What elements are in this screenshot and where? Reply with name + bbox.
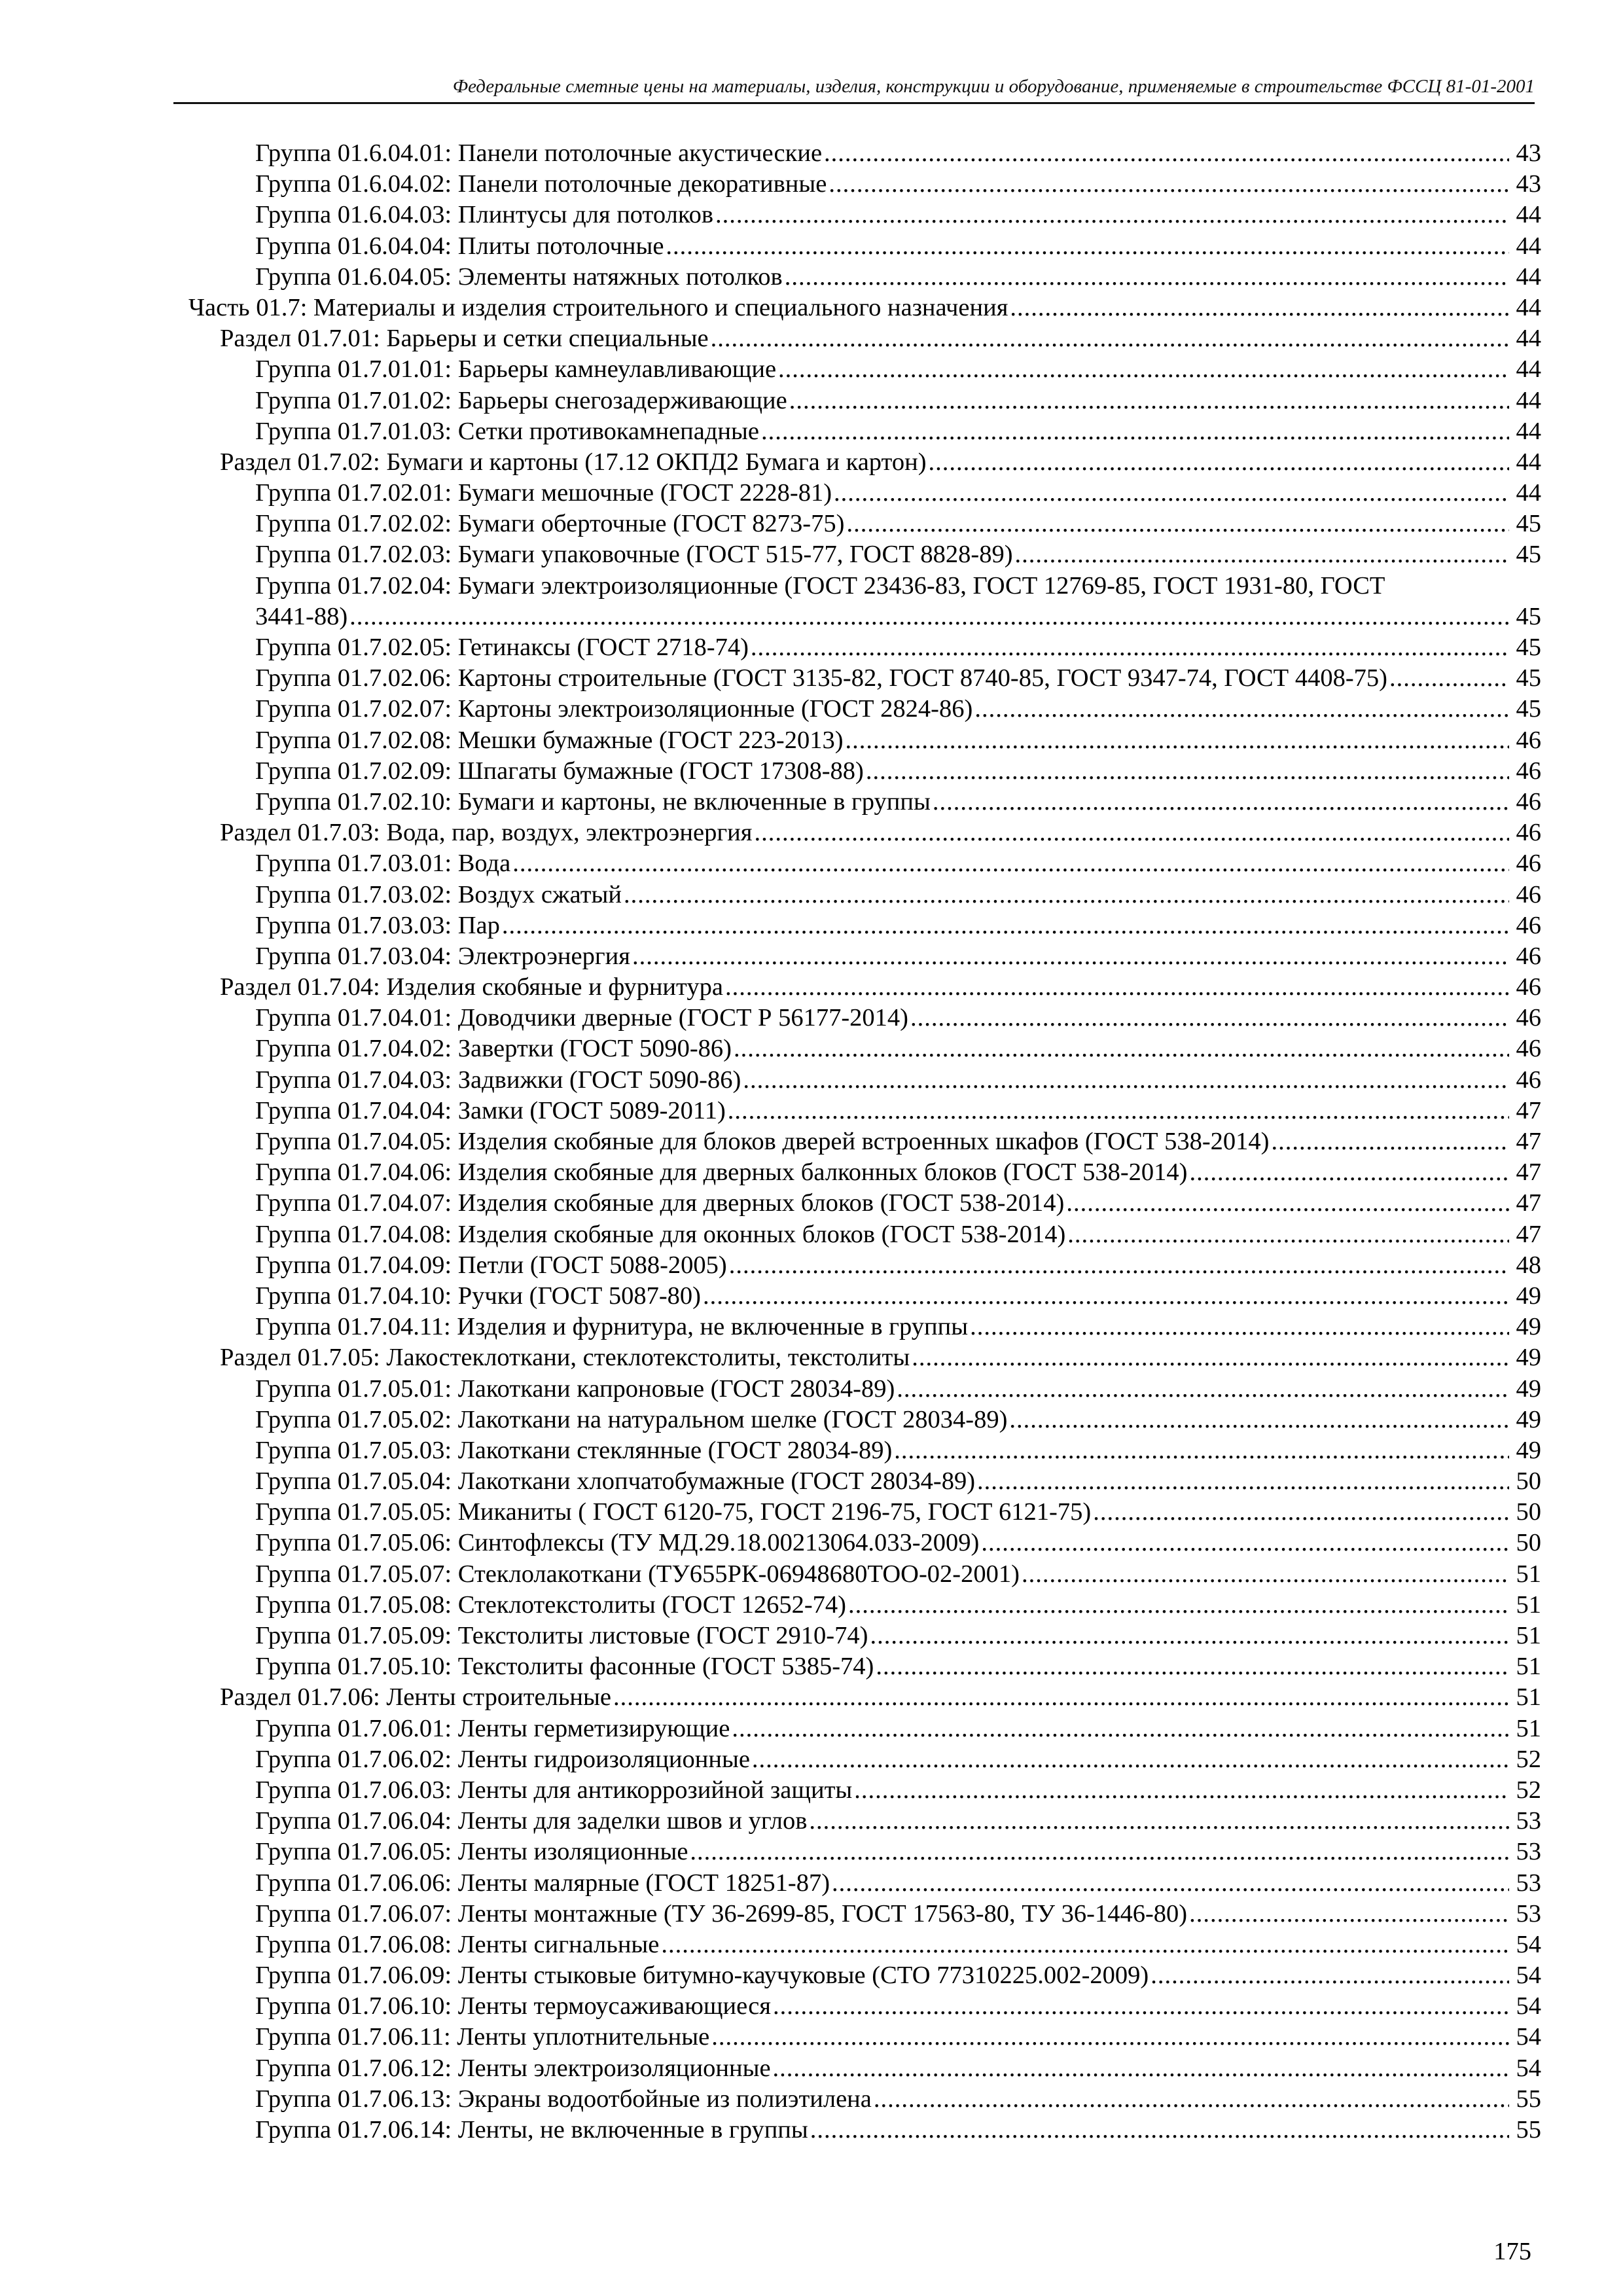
toc-entry-title: Группа 01.7.04.03: Задвижки (ГОСТ 5090-86)	[255, 1066, 741, 1094]
table-of-contents	[188, 138, 1541, 2145]
toc-entry-page: 46	[1516, 1004, 1541, 1032]
dot-leader	[1022, 1559, 1509, 1590]
toc-entry-title: Группа 01.7.01.02: Барьеры снегозадерживающие	[255, 386, 787, 414]
toc-entry	[188, 1374, 1541, 1405]
dot-leader	[834, 478, 1509, 509]
toc-entry	[188, 354, 1541, 385]
dot-leader	[929, 447, 1509, 478]
toc-entry-title: Группа 01.7.02.06: Картоны строительные (ГОСТ 3135-82, ГОСТ 8740-85, ГОСТ 9347-74, ГОСТ 4408-75)	[255, 664, 1387, 692]
toc-entry	[188, 2053, 1541, 2084]
toc-entry-title: Группа 01.6.04.04: Плиты потолочные	[255, 232, 664, 260]
toc-entry-title: Часть 01.7: Материалы и изделия строительного и специального назначения	[188, 293, 1008, 321]
toc-entry-title: Группа 01.7.06.01: Ленты герметизирующие	[255, 1714, 730, 1742]
toc-entry-title: Группа 01.6.04.03: Плинтусы для потолков	[255, 201, 713, 229]
toc-entry-title: Группа 01.7.04.05: Изделия скобяные для блоков дверей встроенных шкафов (ГОСТ 538-2014)	[255, 1128, 1270, 1156]
toc-entry-title: Группа 01.7.03.02: Воздух сжатый	[255, 880, 622, 908]
toc-entry-page: 47	[1516, 1096, 1541, 1124]
toc-entry	[188, 972, 1541, 1003]
toc-entry-title: Группа 01.6.04.01: Панели потолочные акустические	[255, 139, 823, 167]
toc-entry-page: 46	[1516, 1066, 1541, 1094]
toc-entry-title: Группа 01.7.05.07: Стеклолакоткани (ТУ655РК-06948680ТОО-02-2001)	[255, 1560, 1020, 1588]
toc-entry-title: Группа 01.7.02.07: Картоны электроизоляционные (ГОСТ 2824-86)	[255, 695, 973, 723]
toc-entry-title: Группа 01.7.06.03: Ленты для антикоррозийной защиты	[255, 1776, 853, 1804]
toc-entry	[188, 1219, 1541, 1250]
toc-entry-page: 50	[1516, 1529, 1541, 1557]
toc-entry-continuation	[255, 601, 1541, 632]
dot-leader	[785, 262, 1509, 293]
toc-entry-page: 54	[1516, 1930, 1541, 1958]
toc-entry-page: 51	[1516, 1622, 1541, 1650]
toc-entry-page: 46	[1516, 787, 1541, 816]
toc-entry-page: 46	[1516, 1035, 1541, 1063]
toc-entry-title: Группа 01.7.02.04: Бумаги электроизоляционные (ГОСТ 23436-83, ГОСТ 12769-85, ГОСТ 1931-80, ГОСТ	[255, 571, 1385, 600]
toc-entry-title: Группа 01.7.06.13: Экраны водоотбойные из полиэтилена	[255, 2085, 872, 2113]
toc-entry-title: Группа 01.6.04.02: Панели потолочные декоративные	[255, 170, 827, 198]
dot-leader	[734, 1033, 1509, 1064]
toc-entry-page: 47	[1516, 1189, 1541, 1217]
toc-entry	[188, 787, 1541, 817]
dot-leader	[876, 1651, 1509, 1682]
dot-leader	[1015, 539, 1509, 570]
toc-entry	[188, 1744, 1541, 1775]
toc-entry	[188, 1033, 1541, 1064]
toc-entry-page: 49	[1516, 1436, 1541, 1464]
toc-entry-page: 49	[1516, 1374, 1541, 1403]
toc-entry	[188, 509, 1541, 539]
toc-entry-page: 47	[1516, 1220, 1541, 1248]
toc-entry	[188, 1590, 1541, 1621]
toc-entry	[188, 1312, 1541, 1342]
toc-entry-page: 44	[1516, 479, 1541, 507]
toc-entry-page: 46	[1516, 880, 1541, 908]
toc-entry-page: 48	[1516, 1251, 1541, 1279]
toc-entry-page: 54	[1516, 1992, 1541, 2020]
toc-entry-page: 44	[1516, 262, 1541, 291]
toc-entry-title: Группа 01.7.04.10: Ручки (ГОСТ 5087-80)	[255, 1282, 702, 1310]
toc-entry-title: Группа 01.7.04.04: Замки (ГОСТ 5089-2011)	[255, 1096, 726, 1124]
toc-entry	[188, 1342, 1541, 1373]
toc-entry	[188, 262, 1541, 293]
dot-leader	[1150, 1960, 1509, 1991]
toc-entry-page: 51	[1516, 1560, 1541, 1588]
toc-entry	[188, 1281, 1541, 1312]
dot-leader	[711, 323, 1509, 354]
toc-entry-page: 46	[1516, 973, 1541, 1001]
toc-entry-title: Группа 01.7.06.12: Ленты электроизоляционные	[255, 2054, 771, 2082]
toc-entry-title: Группа 01.7.06.02: Ленты гидроизоляционные	[255, 1745, 750, 1773]
dot-leader	[897, 1374, 1509, 1405]
dot-leader	[1189, 1157, 1509, 1188]
dot-leader	[874, 2084, 1509, 2115]
toc-entry-title: Группа 01.7.04.09: Петли (ГОСТ 5088-2005)	[255, 1251, 727, 1279]
toc-entry-title: Группа 01.7.02.05: Гетинаксы (ГОСТ 2718-74)	[255, 634, 749, 662]
dot-leader	[732, 1713, 1509, 1744]
dot-leader	[933, 787, 1509, 817]
toc-entry-page: 49	[1516, 1282, 1541, 1310]
toc-entry-page: 43	[1516, 170, 1541, 198]
dot-leader	[910, 1003, 1509, 1033]
toc-entry-title: Группа 01.7.05.02: Лакоткани на натуральном шелке (ГОСТ 28034-89)	[255, 1405, 1008, 1433]
dot-leader	[1093, 1497, 1509, 1528]
toc-entry-page: 44	[1516, 448, 1541, 476]
toc-entry-page: 46	[1516, 911, 1541, 939]
toc-entry	[188, 293, 1541, 323]
toc-entry-title: Группа 01.7.04.06: Изделия скобяные для дверных балконных блоков (ГОСТ 538-2014)	[255, 1158, 1188, 1187]
toc-entry	[188, 817, 1541, 848]
dot-leader	[1067, 1219, 1509, 1250]
toc-entry	[188, 478, 1541, 509]
toc-entry-title: Раздел 01.7.03: Вода, пар, воздух, электроэнергия	[220, 819, 753, 847]
toc-entry-page: 46	[1516, 819, 1541, 847]
toc-entry	[188, 571, 1541, 632]
toc-entry-title: Группа 01.7.04.02: Завертки (ГОСТ 5090-86)	[255, 1035, 732, 1063]
dot-leader	[752, 1744, 1509, 1775]
toc-entry-page: 49	[1516, 1405, 1541, 1433]
dot-leader	[1189, 1899, 1509, 1929]
toc-entry-page: 52	[1516, 1745, 1541, 1773]
toc-entry	[188, 1528, 1541, 1558]
toc-entry	[188, 2084, 1541, 2115]
toc-entry-page: 44	[1516, 293, 1541, 321]
toc-entry-title-continued: 3441-88)	[255, 602, 348, 630]
toc-entry	[188, 725, 1541, 756]
toc-entry-page: 46	[1516, 757, 1541, 785]
dot-leader	[1066, 1188, 1509, 1219]
dot-leader	[1389, 663, 1509, 694]
toc-entry-page: 45	[1516, 602, 1541, 630]
toc-entry-page: 44	[1516, 232, 1541, 260]
toc-entry	[188, 1868, 1541, 1899]
toc-entry	[188, 632, 1541, 663]
toc-entry	[188, 2115, 1541, 2145]
toc-entry	[188, 416, 1541, 447]
toc-entry	[188, 1991, 1541, 2022]
toc-entry-page: 47	[1516, 1128, 1541, 1156]
toc-entry-title: Раздел 01.7.05: Лакостеклоткани, стеклотекстолиты, текстолиты	[220, 1344, 910, 1372]
dot-leader	[761, 416, 1509, 447]
dot-leader	[690, 1837, 1509, 1867]
toc-entry-title: Группа 01.7.02.08: Мешки бумажные (ГОСТ 223-2013)	[255, 726, 844, 754]
toc-entry	[188, 1682, 1541, 1713]
dot-leader	[809, 1806, 1509, 1837]
toc-entry-title: Группа 01.7.02.03: Бумаги упаковочные (ГОСТ 515-77, ГОСТ 8828-89)	[255, 541, 1013, 569]
toc-entry	[188, 231, 1541, 262]
toc-entry-page: 55	[1516, 2116, 1541, 2144]
toc-entry-page: 51	[1516, 1653, 1541, 1681]
toc-entry-title: Группа 01.7.02.01: Бумаги мешочные (ГОСТ 2228-81)	[255, 479, 832, 507]
toc-entry-title: Группа 01.7.05.01: Лакоткани капроновые (ГОСТ 28034-89)	[255, 1374, 895, 1403]
toc-entry-page: 46	[1516, 850, 1541, 878]
toc-entry	[188, 910, 1541, 941]
dot-leader	[773, 2053, 1509, 2084]
toc-entry-page: 44	[1516, 355, 1541, 384]
toc-entry-page: 51	[1516, 1590, 1541, 1619]
toc-entry	[188, 1188, 1541, 1219]
toc-entry-title: Группа 01.7.06.10: Ленты термоусаживающиеся	[255, 1992, 771, 2020]
toc-entry	[188, 1405, 1541, 1435]
toc-entry-title: Группа 01.7.02.10: Бумаги и картоны, не включенные в группы	[255, 787, 931, 816]
toc-entry-title: Раздел 01.7.04: Изделия скобяные и фурнитура	[220, 973, 723, 1001]
dot-leader	[789, 386, 1509, 416]
dot-leader	[715, 200, 1509, 230]
dot-leader	[846, 725, 1509, 756]
toc-entry	[188, 1837, 1541, 1867]
dot-leader	[624, 880, 1509, 910]
toc-entry	[188, 941, 1541, 972]
dot-leader	[666, 231, 1509, 262]
toc-entry-title: Группа 01.7.03.03: Пар	[255, 911, 500, 939]
toc-entry	[188, 447, 1541, 478]
toc-entry	[188, 2022, 1541, 2053]
toc-entry	[188, 1435, 1541, 1466]
toc-entry	[188, 756, 1541, 787]
dot-leader	[846, 509, 1509, 539]
toc-entry-title: Группа 01.7.03.01: Вода	[255, 850, 511, 878]
toc-entry-title: Группа 01.7.04.11: Изделия и фурнитура, не включенные в группы	[255, 1313, 969, 1341]
toc-entry-title: Группа 01.7.06.09: Ленты стыковые битумно-каучуковые (СТО 77310225.002-2009)	[255, 1962, 1149, 1990]
toc-entry-title: Группа 01.7.05.10: Текстолиты фасонные (ГОСТ 5385-74)	[255, 1653, 874, 1681]
toc-entry	[188, 1559, 1541, 1590]
toc-entry-title: Раздел 01.7.01: Барьеры и сетки специальные	[220, 325, 709, 353]
toc-entry	[188, 1929, 1541, 1960]
toc-entry-title: Группа 01.7.06.11: Ленты уплотнительные	[255, 2023, 710, 2051]
toc-entry-page: 44	[1516, 201, 1541, 229]
toc-entry-title: Группа 01.7.02.02: Бумаги оберточные (ГОСТ 8273-75)	[255, 510, 845, 538]
dot-leader	[703, 1281, 1509, 1312]
toc-entry-page: 53	[1516, 1807, 1541, 1835]
toc-entry-page: 50	[1516, 1467, 1541, 1496]
toc-entry	[188, 1126, 1541, 1157]
toc-entry-page: 44	[1516, 325, 1541, 353]
toc-entry-page: 51	[1516, 1683, 1541, 1712]
dot-leader	[711, 2022, 1509, 2053]
running-header: Федеральные сметные цены на материалы, изделия, конструкции и оборудование, применяемые в строительстве ФССЦ 81-01-2001	[173, 73, 1535, 104]
toc-entry-page: 51	[1516, 1714, 1541, 1742]
toc-entry	[188, 1960, 1541, 1991]
dot-leader	[866, 756, 1509, 787]
dot-leader	[974, 694, 1509, 725]
dot-leader	[981, 1528, 1509, 1558]
dot-leader	[870, 1621, 1509, 1651]
toc-entry-title: Группа 01.7.03.04: Электроэнергия	[255, 942, 630, 970]
toc-entry-page: 55	[1516, 2085, 1541, 2113]
toc-entry-title: Группа 01.7.04.01: Доводчики дверные (ГОСТ Р 56177-2014)	[255, 1004, 908, 1032]
toc-entry-page: 53	[1516, 1899, 1541, 1928]
dot-leader	[661, 1929, 1509, 1960]
toc-entry-title: Группа 01.7.05.05: Миканиты ( ГОСТ 6120-75, ГОСТ 2196-75, ГОСТ 6121-75)	[255, 1498, 1092, 1526]
toc-entry	[188, 1250, 1541, 1281]
toc-entry-page: 53	[1516, 1869, 1541, 1897]
toc-entry-title: Группа 01.7.06.08: Ленты сигнальные	[255, 1930, 660, 1958]
dot-leader	[824, 138, 1509, 169]
toc-entry-title: Группа 01.7.06.06: Ленты малярные (ГОСТ 18251-87)	[255, 1869, 830, 1897]
toc-entry	[188, 323, 1541, 354]
toc-entry-title: Группа 01.6.04.05: Элементы натяжных потолков	[255, 262, 783, 291]
dot-leader	[743, 1065, 1509, 1096]
toc-entry-title: Группа 01.7.05.09: Текстолиты листовые (ГОСТ 2910-74)	[255, 1622, 868, 1650]
toc-entry-page: 49	[1516, 1313, 1541, 1341]
toc-entry-page: 45	[1516, 695, 1541, 723]
dot-leader	[894, 1435, 1509, 1466]
dot-leader	[912, 1342, 1509, 1373]
toc-entry-page: 45	[1516, 664, 1541, 692]
dot-leader	[1010, 293, 1509, 323]
toc-entry-title: Группа 01.7.05.04: Лакоткани хлопчатобумажные (ГОСТ 28034-89)	[255, 1467, 976, 1496]
dot-leader	[751, 632, 1509, 663]
toc-entry	[188, 1651, 1541, 1682]
toc-entry-title: Группа 01.7.05.03: Лакоткани стеклянные (ГОСТ 28034-89)	[255, 1436, 893, 1464]
toc-entry-title: Группа 01.7.01.01: Барьеры камнеулавливающие	[255, 355, 777, 384]
toc-entry-title: Группа 01.7.04.07: Изделия скобяные для дверных блоков (ГОСТ 538-2014)	[255, 1189, 1065, 1217]
dot-leader	[854, 1775, 1509, 1806]
toc-entry-page: 45	[1516, 510, 1541, 538]
toc-entry	[188, 169, 1541, 200]
toc-entry-title: Группа 01.7.02.09: Шпагаты бумажные (ГОСТ 17308-88)	[255, 757, 864, 785]
toc-entry-title: Раздел 01.7.06: Ленты строительные	[220, 1683, 611, 1712]
toc-entry	[188, 848, 1541, 879]
toc-entry	[188, 1096, 1541, 1126]
dot-leader	[1271, 1126, 1509, 1157]
dot-leader	[832, 1868, 1509, 1899]
toc-entry-title: Группа 01.7.05.08: Стеклотекстолиты (ГОСТ 12652-74)	[255, 1590, 846, 1619]
toc-entry	[188, 663, 1541, 694]
toc-entry-page: 43	[1516, 139, 1541, 167]
toc-entry-title: Группа 01.7.06.05: Ленты изоляционные	[255, 1838, 688, 1866]
toc-entry	[188, 1497, 1541, 1528]
toc-entry	[188, 1065, 1541, 1096]
toc-entry	[188, 1466, 1541, 1497]
dot-leader	[977, 1466, 1509, 1497]
dot-leader	[632, 941, 1509, 972]
dot-leader	[502, 910, 1509, 941]
toc-entry-page: 53	[1516, 1838, 1541, 1866]
toc-entry-page: 50	[1516, 1498, 1541, 1526]
toc-entry	[188, 880, 1541, 910]
toc-entry-page: 44	[1516, 417, 1541, 445]
dot-leader	[725, 972, 1509, 1003]
dot-leader	[613, 1682, 1509, 1713]
toc-entry	[188, 1003, 1541, 1033]
dot-leader	[829, 169, 1509, 200]
dot-leader	[729, 1250, 1509, 1281]
dot-leader	[754, 817, 1509, 848]
toc-entry	[188, 386, 1541, 416]
toc-entry	[188, 200, 1541, 230]
toc-entry-page: 45	[1516, 541, 1541, 569]
toc-entry	[188, 1157, 1541, 1188]
dot-leader	[512, 848, 1509, 879]
toc-entry-title: Группа 01.7.06.04: Ленты для заделки швов и углов	[255, 1807, 808, 1835]
dot-leader	[778, 354, 1509, 385]
dot-leader	[349, 601, 1509, 632]
toc-entry	[188, 1899, 1541, 1929]
toc-entry-page: 54	[1516, 1962, 1541, 1990]
toc-entry-page: 54	[1516, 2054, 1541, 2082]
toc-entry-page: 49	[1516, 1344, 1541, 1372]
page-number: 175	[1493, 2238, 1531, 2265]
toc-entry-page: 46	[1516, 942, 1541, 970]
toc-entry-page: 45	[1516, 634, 1541, 662]
toc-entry-title: Группа 01.7.01.03: Сетки противокамнепадные	[255, 417, 759, 445]
toc-entry-title: Раздел 01.7.02: Бумаги и картоны (17.12 ОКПД2 Бумага и картон)	[220, 448, 927, 476]
dot-leader	[810, 2115, 1509, 2145]
toc-entry-title: Группа 01.7.04.08: Изделия скобяные для оконных блоков (ГОСТ 538-2014)	[255, 1220, 1066, 1248]
toc-entry-title: Группа 01.7.05.06: Синтофлексы (ТУ МД.29.18.00213064.033-2009)	[255, 1529, 980, 1557]
dot-leader	[1009, 1405, 1509, 1435]
toc-entry	[188, 1621, 1541, 1651]
toc-entry	[188, 138, 1541, 169]
toc-entry	[188, 539, 1541, 570]
toc-entry-title: Группа 01.7.06.07: Ленты монтажные (ТУ 36-2699-85, ГОСТ 17563-80, ТУ 36-1446-80)	[255, 1899, 1188, 1928]
toc-entry-page: 47	[1516, 1158, 1541, 1187]
toc-entry-page: 46	[1516, 726, 1541, 754]
toc-entry-title: Группа 01.7.06.14: Ленты, не включенные в группы	[255, 2116, 808, 2144]
toc-entry	[188, 1775, 1541, 1806]
dot-leader	[773, 1991, 1509, 2022]
toc-entry	[188, 1806, 1541, 1837]
toc-entry-page: 44	[1516, 386, 1541, 414]
toc-entry	[188, 694, 1541, 725]
toc-entry-page: 54	[1516, 2023, 1541, 2051]
dot-leader	[970, 1312, 1509, 1342]
dot-leader	[728, 1096, 1509, 1126]
toc-entry-page: 52	[1516, 1776, 1541, 1804]
toc-entry	[188, 1713, 1541, 1744]
dot-leader	[848, 1590, 1509, 1621]
